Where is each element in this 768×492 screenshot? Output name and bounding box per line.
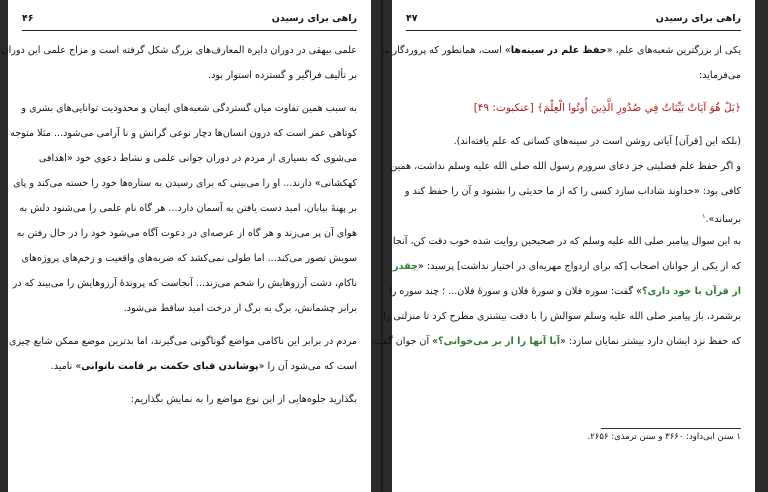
footnote-rule xyxy=(601,428,741,429)
footnote-mark[interactable]: ۱ xyxy=(702,213,706,220)
text-line: (بلکه این [قرآن] آیاتی روشن است در سینه‌های کسانی که علم یافته‌اند). xyxy=(453,136,741,147)
quran-verse: ﴿بَلْ هُوَ آيَاتٌ بَيِّنَاتٌ فِي صُدُورِ الَّذِينَ أُوتُوا الْعِلْمَ﴾ [عنکبوت: ۴۹] xyxy=(473,102,741,114)
text-line: بگذارید جلوه‌هایی از این نوع مواضع را به نمایش بگذاریم: xyxy=(130,394,357,405)
header-rule xyxy=(22,30,357,31)
text-line: برساند».$^۱$ xyxy=(702,213,741,226)
text-line: می‌شوی که بسیاری از مردم در دوران جوانی علمی و نشاط دعوی خود «اهدافی xyxy=(38,153,357,164)
text-line: به سبب همین تفاوت میان گستردگی شعبه‌های ایمان و محدودیت توانایی‌های بشری و xyxy=(21,103,357,114)
text-line: از قرآن با خود داری؟» گفت: سوره فلان و سورهٔ فلان و سورهٔ فلان... ؛ چند سوره را xyxy=(389,286,741,297)
text-line: کوتاهی عمر است که درون انسان‌ها دچار نوعی گرانش و نا آرامی می‌شود... مثلا متوجه xyxy=(10,128,357,139)
text-line: برابر چشمانش، برگ به برگ از درخت امید ساقط می‌شود. xyxy=(123,303,357,314)
text-line: بر پهنهٔ بیابان، امید دست یافتن به آسمان دارد... هر گاه نام علمی را می‌شنود دلش به xyxy=(19,203,357,214)
left-page xyxy=(1,0,371,492)
text-line: یکی از بزرگترین شعبه‌های علم، «حفظ علم در سینه‌ها» است، همانطور که پروردگار ما xyxy=(381,45,741,56)
page-header xyxy=(406,13,741,27)
text-line: برشمرد، باز پیامبر صلی الله علیه وسلم سوالش را با دقت بیشتری مطرح کرد تا منزلتی را xyxy=(383,311,741,322)
bold-phrase: حفظ علم در سینه‌ها xyxy=(510,45,607,56)
header-rule xyxy=(406,30,741,31)
text-line: کهکشانی» دارند... او را می‌بینی که برای رسیدن به ستاره‌ها خود را خسته می‌کند و پای xyxy=(13,178,357,189)
text-line: که حفظ نزد ایشان دارد بیشتر نمایان سازد: «آیا آنها را از بر می‌خوانی؟» آن جوان گفت: xyxy=(370,336,741,347)
text-line: بر تألیف فراگیر و گسترده استوار بود. xyxy=(208,70,357,81)
header-title: راهی برای رسیدن xyxy=(271,13,357,24)
page-number: ۴۶ xyxy=(22,13,34,24)
hadith-quote: آیا آنها را از بر می‌خوانی؟ xyxy=(438,336,560,347)
text-line: سویش تصور می‌کند... اما طولی نمی‌کشد که ضربه‌های واقعیت و زخم‌های پروژه‌های xyxy=(21,253,357,264)
text-line: کافی بود: «خداوند شاداب سازد کسی را که از ما حدیثی را بشنود و آن را حفظ کند و xyxy=(404,186,741,197)
hadith-quote: از قرآن با خود داری؟ xyxy=(641,286,741,297)
page-number: ۴۷ xyxy=(406,13,418,24)
book-spine xyxy=(381,0,383,492)
text-line: مردم در برابر این ناکامی مواضع گوناگونی می‌گیرند، اما بدترین موضع ممکن شایع چیزی xyxy=(8,336,357,347)
text-line: است که می‌شود آن را «پوشاندن قبای حکمت بر قامت ناتوانی» نامید. xyxy=(50,361,357,372)
footnote: ۱ سنن ابی‌داود: ۳۶۶۰ و سنن ترمذی: ۲۶۵۶. xyxy=(587,432,741,442)
text-line: علمی بیهقی در دوران دایرة المعارف‌های بزرگ شکل گرفته است و مزاج علمی این دوران xyxy=(1,45,357,56)
text-line: به این سوال پیامبر صلی الله علیه وسلم که در صحیحین روایت شده خوب دقت کن، آنجا xyxy=(392,236,741,247)
text-line: که از یکی از جوانان اصحاب [که برای ازدواج مهریه‌ای در اختیار نداشت] پرسید: «چقدر xyxy=(393,261,741,272)
page-body xyxy=(1,38,357,412)
text-line: ناکام، دشت آرزوهایش را شخم می‌زند... آنجاست که پروندهٔ آرزوهایش را می‌بیند که در xyxy=(12,278,357,289)
text-line: می‌فرماید: xyxy=(698,70,741,81)
page-body xyxy=(370,38,741,354)
hadith-quote: چقدر xyxy=(393,261,418,272)
page-header xyxy=(22,13,357,27)
bold-phrase: پوشاندن قبای حکمت بر قامت ناتوانی xyxy=(81,361,259,372)
right-page xyxy=(370,0,755,492)
text-line: هوای آن پر می‌زند و هر گاه از عرصه‌ای در دعوت آگاه می‌شود خود را در حال رفتن به xyxy=(16,228,357,239)
text-line: و اگر حفظ علم فضلیتی جز دعای سرورم رسول الله صلی الله علیه وسلم نداشت، همین xyxy=(390,161,741,172)
header-title: راهی برای رسیدن xyxy=(655,13,741,24)
